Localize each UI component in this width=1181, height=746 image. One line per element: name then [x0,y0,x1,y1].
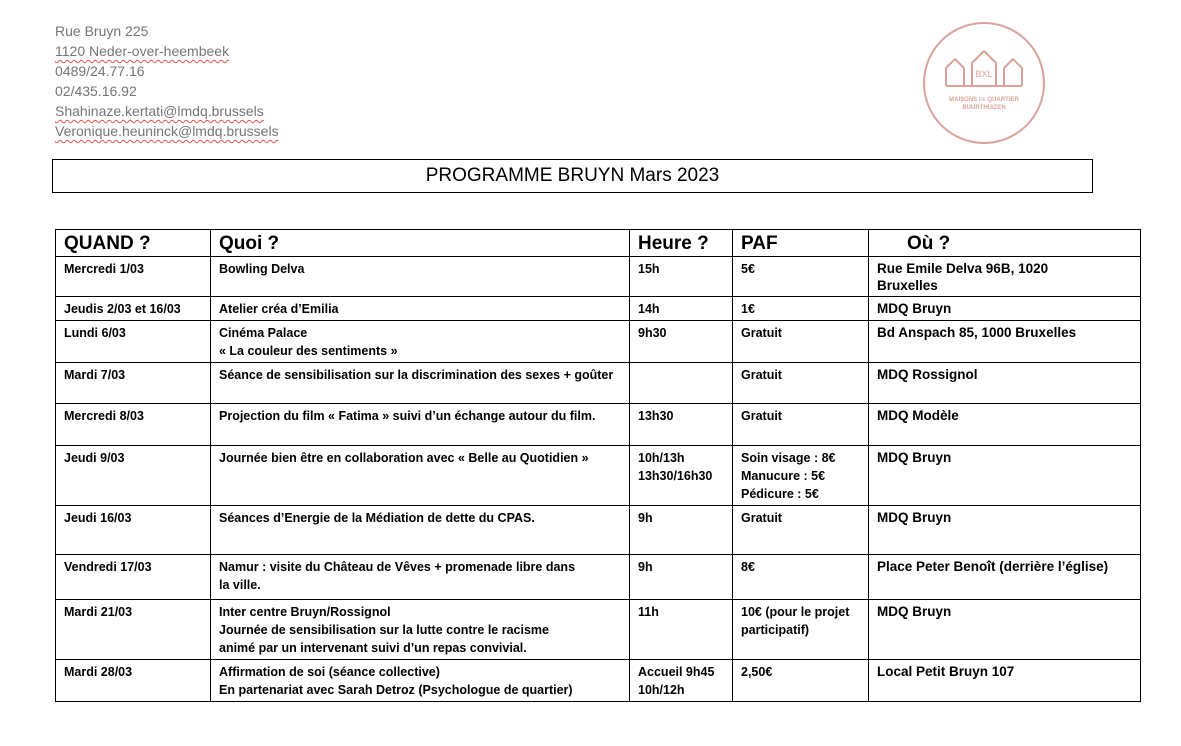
cell-heure-line: 9h [638,511,653,525]
cell-heure [630,506,733,555]
cell-heure [630,404,733,446]
programme-table [55,229,1141,702]
address-email-1: Shahinaze.kertati@lmdq.brussels [55,103,264,119]
cell-quoi [211,600,630,660]
cell-quand: Mardi 21/03 [56,600,211,660]
cell-quand: Mardi 7/03 [56,363,211,404]
table-row [56,660,1141,702]
cell-quand: Lundi 6/03 [56,321,211,363]
header-paf: PAF [733,230,869,257]
cell-quand: Mercredi 8/03 [56,404,211,446]
cell-heure-line: 15h [638,262,660,276]
logo-text-quartier: QUARTIER [987,97,1019,103]
svg-text:MAISONS DE QUARTIER [949,97,1019,103]
cell-heure [630,363,733,404]
cell-paf-line: 10€ (pour le projet [741,605,850,619]
cell-quoi-line: Séance de sensibilisation sur la discrimination des sexes + goûter [219,368,614,382]
cell-ou-line: MDQ Rossignol [877,367,978,382]
cell-heure-line: 11h [638,605,659,619]
table-body [56,257,1141,702]
table-row [56,257,1141,297]
cell-quand: Vendredi 17/03 [56,555,211,600]
cell-quoi [211,660,630,702]
cell-paf [733,446,869,506]
table-row [56,506,1141,555]
cell-ou [869,404,1141,446]
header-heure: Heure ? [630,230,733,257]
cell-ou [869,555,1141,600]
cell-ou [869,660,1141,702]
cell-paf-line: Gratuit [741,368,782,382]
table-row [56,363,1141,404]
cell-paf-line: Gratuit [741,326,782,340]
programme-title-text: PROGRAMME BRUYN Mars 2023 [425,165,720,186]
cell-quoi-line: Journée de sensibilisation sur la lutte contre le racisme [219,623,549,637]
cell-paf-line: 8€ [741,560,755,574]
cell-paf [733,660,869,702]
cell-ou-line: MDQ Bruyn [877,604,952,619]
programme-title [52,159,1093,193]
cell-quoi [211,506,630,555]
cell-paf [733,404,869,446]
cell-heure-line: 10h/13h [638,451,685,465]
cell-paf-line: participatif) [741,623,810,637]
cell-heure [630,660,733,702]
maisons-de-quartier-logo [922,21,1046,145]
cell-quoi-line: Namur : visite du Château de Vêves + promenade libre dans [219,560,576,574]
cell-ou [869,257,1141,297]
cell-paf [733,297,869,321]
cell-paf-line: Gratuit [741,409,782,423]
cell-paf-line: 5€ [741,262,755,276]
cell-heure-line: 14h [638,302,660,316]
table-row [56,555,1141,600]
address-mobile: 0489/24.77.16 [55,63,145,79]
table-row [56,297,1141,321]
table-row [56,600,1141,660]
cell-paf-line: 1€ [741,302,755,316]
cell-ou-line: Bruxelles [877,278,938,293]
cell-ou-line: Bd Anspach 85, 1000 Bruxelles [877,325,1077,340]
cell-quoi-line: Projection du film « Fatima » suivi d’un échange autour du film. [219,409,596,423]
cell-quoi [211,257,630,297]
cell-quand: Mardi 28/03 [56,660,211,702]
address-phone: 02/435.16.92 [55,83,137,99]
cell-paf-line: 2,50€ [741,665,773,679]
table-header-row [56,230,1141,257]
cell-heure [630,297,733,321]
cell-heure-line: Accueil 9h45 [638,665,715,679]
table-row [56,404,1141,446]
cell-quoi-line: En partenariat avec Sarah Detroz (Psychologue de quartier) [219,683,573,697]
logo-text-maisons: MAISONS [949,97,978,103]
cell-ou-line: MDQ Bruyn [877,450,952,465]
cell-ou [869,321,1141,363]
cell-ou [869,446,1141,506]
cell-quoi [211,297,630,321]
cell-heure [630,555,733,600]
cell-paf-line: Pédicure : 5€ [741,487,819,501]
address-email-2: Veronique.heuninck@lmdq.brussels [55,123,279,139]
cell-paf [733,257,869,297]
cell-ou-line: Rue Emile Delva 96B, 1020 [877,261,1049,276]
cell-quoi [211,446,630,506]
cell-ou-line: Local Petit Bruyn 107 [877,664,1015,679]
cell-quoi [211,555,630,600]
cell-ou-line: MDQ Bruyn [877,301,952,316]
address-city: 1120 Neder-over-heembeek [55,43,230,59]
cell-ou [869,297,1141,321]
cell-quoi-line: Inter centre Bruyn/Rossignol [219,605,391,619]
cell-paf [733,321,869,363]
cell-quoi-line: la ville. [219,578,261,592]
cell-heure-line: 13h30 [638,409,674,423]
cell-paf [733,600,869,660]
header-quand: QUAND ? [56,230,211,257]
table-row [56,446,1141,506]
cell-ou [869,363,1141,404]
cell-quand: Jeudi 9/03 [56,446,211,506]
header-quoi: Quoi ? [211,230,630,257]
cell-heure-line: 13h30/16h30 [638,469,713,483]
cell-ou [869,506,1141,555]
cell-quand: Mercredi 1/03 [56,257,211,297]
logo-ring [924,23,1044,143]
cell-paf [733,555,869,600]
cell-ou-line: MDQ Bruyn [877,510,952,525]
cell-ou-line: MDQ Modèle [877,408,959,423]
address-block [55,21,279,141]
cell-quand: Jeudis 2/03 et 16/03 [56,297,211,321]
address-street: Rue Bruyn 225 [55,23,149,39]
cell-heure [630,257,733,297]
cell-ou-line: Place Peter Benoît (derrière l’église) [877,559,1109,574]
cell-quoi-line: « La couleur des sentiments » [219,344,398,358]
cell-ou [869,600,1141,660]
cell-paf [733,506,869,555]
logo-badge: BXL [975,69,993,79]
logo-text-buurthuizen: BUURTHUIZEN [962,105,1006,111]
header-ou: Où ? [869,230,1141,257]
cell-heure-line: 9h30 [638,326,667,340]
cell-quoi-line: animé par un intervenant suivi d’un repas convivial. [219,641,527,655]
cell-heure-line: 9h [638,560,653,574]
cell-quoi [211,404,630,446]
cell-quoi [211,321,630,363]
cell-paf [733,363,869,404]
logo-text-de: DE [978,97,986,103]
cell-quoi-line: Atelier créa d’Emilia [219,302,339,316]
cell-quoi [211,363,630,404]
cell-quoi-line: Bowling Delva [219,262,305,276]
cell-paf-line: Manucure : 5€ [741,469,826,483]
cell-quoi-line: Journée bien être en collaboration avec « Belle au Quotidien » [219,451,589,465]
cell-quoi-line: Séances d’Energie de la Médiation de dette du CPAS. [219,511,535,525]
cell-heure [630,600,733,660]
cell-paf-line: Soin visage : 8€ [741,451,836,465]
cell-heure [630,446,733,506]
cell-quoi-line: Cinéma Palace [219,326,308,340]
cell-quoi-line: Affirmation de soi (séance collective) [219,665,440,679]
cell-heure-line: 10h/12h [638,683,685,697]
table-row [56,321,1141,363]
cell-paf-line: Gratuit [741,511,782,525]
cell-heure [630,321,733,363]
cell-quand: Jeudi 16/03 [56,506,211,555]
